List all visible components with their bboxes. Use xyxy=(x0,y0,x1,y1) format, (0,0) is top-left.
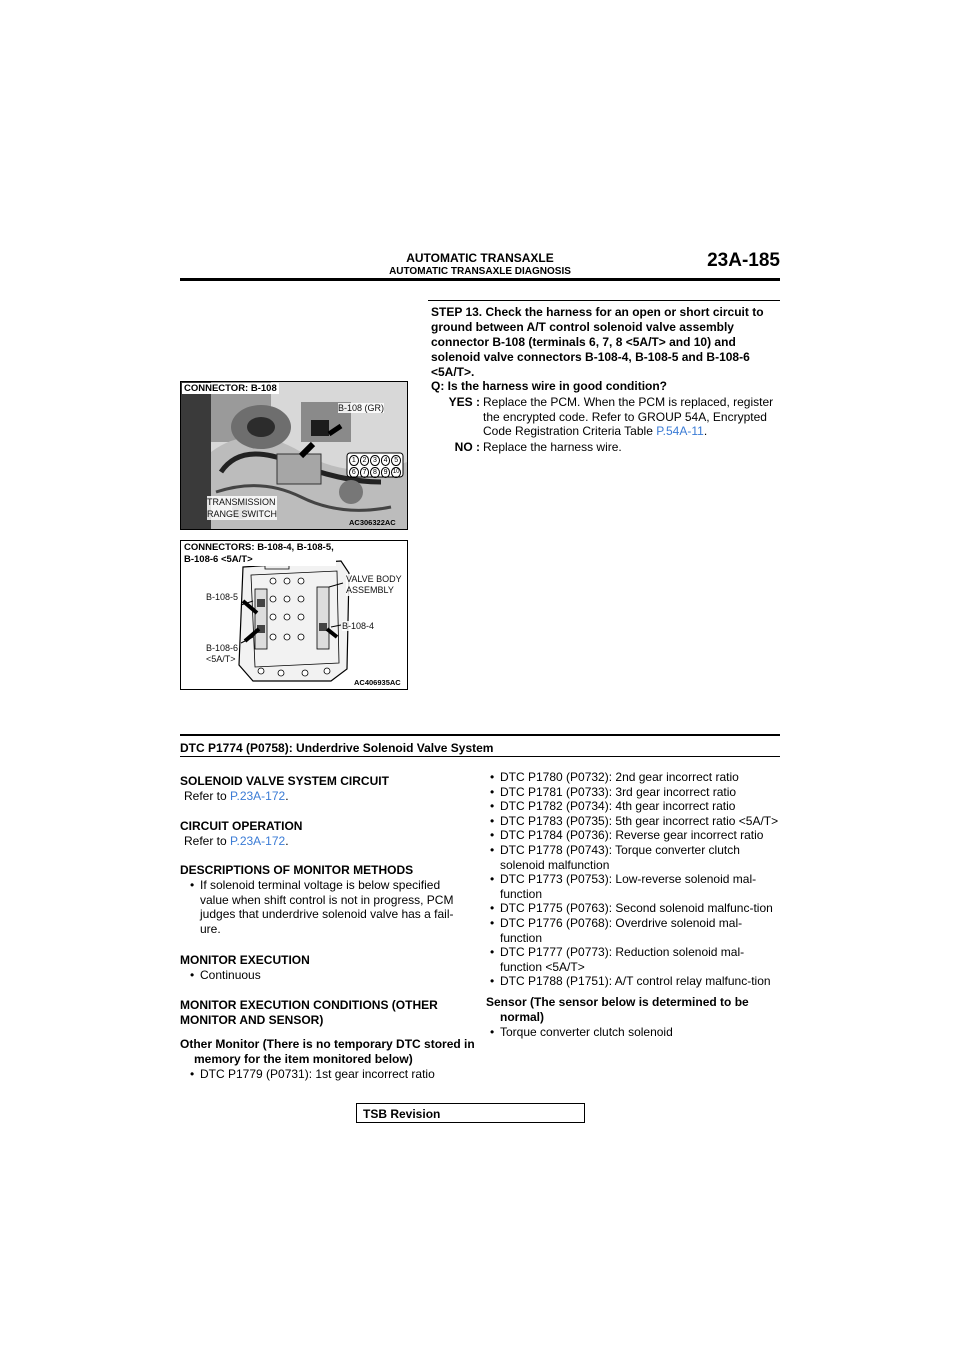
label-b1084: B-108-4 xyxy=(342,621,375,631)
header-rule xyxy=(180,278,780,281)
pin-2: 2 xyxy=(360,455,370,466)
monitor-execution-item: • Continuous xyxy=(186,968,470,983)
no-label: NO : xyxy=(454,440,480,454)
figure1-connector-label: B-108 (GR) xyxy=(338,403,385,413)
figure1-title: CONNECTOR: B-108 xyxy=(184,383,277,394)
step-rule xyxy=(428,300,780,301)
step-question: Q: Is the harness wire in good condition? xyxy=(431,379,668,393)
section-monitor-conditions: MONITOR EXECUTION CONDITIONS (OTHER MONITOR AND SENSOR) xyxy=(180,998,438,1028)
label-valve-body xyxy=(346,574,402,596)
ref-text: Refer to xyxy=(184,833,231,848)
pin-4: 4 xyxy=(381,455,391,466)
section-solenoid-circuit: SOLENOID VALVE SYSTEM CIRCUIT xyxy=(180,774,389,788)
ref-link-operation[interactable]: P.23A-172 xyxy=(230,833,286,848)
pin-1: 1 xyxy=(349,455,359,466)
figure-connector-b108 xyxy=(180,381,408,530)
dtc-list-item: • DTC P1775 (P0763): Second solenoid malfunc-tion xyxy=(486,901,782,916)
dtc-list-item: • DTC P1788 (P1751): A/T control relay malfunc-tion xyxy=(486,974,782,989)
dtc-list-item: • DTC P1781 (P0733): 3rd gear incorrect ratio xyxy=(486,785,782,800)
header-subtitle: AUTOMATIC TRANSAXLE DIAGNOSIS xyxy=(389,266,571,277)
no-answer: Replace the harness wire. xyxy=(483,440,622,454)
dtc-list-item: • DTC P1778 (P0743): Torque converter clutch solenoid malfunction xyxy=(486,843,782,872)
yes-text-end: . xyxy=(703,424,708,438)
other-monitor-item: • DTC P1779 (P0731): 1st gear incorrect ratio xyxy=(186,1067,470,1082)
label-b1086-line1: B-108-6 xyxy=(206,643,239,653)
pin-9: 9 xyxy=(381,467,391,478)
figure1-switch-label xyxy=(207,496,277,520)
dtc-list-item: • DTC P1784 (P0736): Reverse gear incorrect ratio xyxy=(486,828,782,843)
dtc-list-item: • DTC P1773 (P0753): Low-reverse solenoid mal-function xyxy=(486,872,782,901)
section-solenoid-circuit-ref xyxy=(180,789,470,804)
figure2-title-line2: B-108-6 <5A/T> xyxy=(184,554,253,565)
ref-end: . xyxy=(285,789,289,803)
yes-answer xyxy=(483,395,780,439)
dtc-list-item: • DTC P1780 (P0732): 2nd gear incorrect ratio xyxy=(486,770,782,785)
label-b1085: B-108-5 xyxy=(206,592,239,602)
ref-text: Refer to xyxy=(184,789,231,803)
switch-label-line1: TRANSMISSION xyxy=(207,497,276,507)
label-vb-line1: VALVE BODY xyxy=(346,574,402,584)
switch-label-line2: RANGE SWITCH xyxy=(207,509,278,519)
pin-8: 8 xyxy=(370,467,380,478)
dtc-list-item: • DTC P1782 (P0734): 4th gear incorrect ratio xyxy=(486,799,782,814)
step-heading: STEP 13. Check the harness for an open or short circuit to ground between A/T control solenoid valve assembly connector B-108 (terminals 6, 7, 8 <5A/T> and 10) and solenoid valve connectors B-108-4, B-108-5 and B-108-6 <5A/T>. xyxy=(431,305,764,379)
pin-5: 5 xyxy=(391,455,401,466)
figure2-id: AC406935AC xyxy=(354,678,401,687)
figure1-id: AC306322AC xyxy=(349,518,396,527)
section-sensor: Sensor (The sensor below is determined to be normal) xyxy=(486,994,749,1024)
tsb-revision-box: TSB Revision xyxy=(356,1103,585,1123)
yes-text: Replace the PCM. When the PCM is replaced, register the encrypted code. Refer to GROUP 54A, Encrypted Code Registration Criteria Table xyxy=(483,395,774,438)
monitor-method-item: • If solenoid terminal voltage is below specified value when shift control is not in progress, PCM judges that underdrive solenoid valve has a fail-ure. xyxy=(186,878,470,936)
dtc-list-item: • DTC P1776 (P0768): Overdrive solenoid mal-function xyxy=(486,916,782,945)
pin-7: 7 xyxy=(360,467,370,478)
dtc-list-item: • DTC P1777 (P0773): Reduction solenoid mal-function <5A/T> xyxy=(486,945,782,974)
pin-3: 3 xyxy=(370,455,380,466)
figure-connectors-b1084 xyxy=(180,540,408,690)
figure2-title xyxy=(182,542,336,566)
label-b1086 xyxy=(206,643,238,665)
section-monitor-execution: MONITOR EXECUTION xyxy=(180,952,310,967)
pin-6: 6 xyxy=(349,467,359,478)
dtc-title: DTC P1774 (P0758): Underdrive Solenoid Valve System xyxy=(180,741,494,755)
dtc-rule-top xyxy=(180,734,780,736)
connector-pinout xyxy=(349,455,401,478)
sensor-item: • Torque converter clutch solenoid xyxy=(486,1025,782,1040)
dtc-list-item: • DTC P1783 (P0735): 5th gear incorrect ratio <5A/T> xyxy=(486,814,782,829)
dtc-rule-bottom xyxy=(180,756,780,757)
section-monitor-methods: DESCRIPTIONS OF MONITOR METHODS xyxy=(180,863,414,878)
ref-link-circuit[interactable]: P.23A-172 xyxy=(230,789,286,803)
section-circuit-operation-ref xyxy=(180,834,470,849)
label-b1086-line2: <5A/T> xyxy=(206,654,236,664)
section-other-monitor: Other Monitor (There is no temporary DTC stored in memory for the item monitored below) xyxy=(180,1037,475,1067)
section-circuit-operation: CIRCUIT OPERATION xyxy=(180,818,303,833)
ref-end: . xyxy=(285,833,289,848)
page-number: 23A-185 xyxy=(707,250,780,271)
yes-link[interactable]: P.54A-11 xyxy=(656,424,704,438)
right-column xyxy=(486,770,782,1040)
yes-label: YES : xyxy=(448,395,480,409)
figure2-title-line1: CONNECTORS: B-108-4, B-108-5, xyxy=(184,542,334,553)
header-title: AUTOMATIC TRANSAXLE xyxy=(406,251,554,265)
label-vb-line2: ASSEMBLY xyxy=(346,585,394,595)
left-column xyxy=(180,774,475,1082)
pin-10: 10 xyxy=(391,467,401,478)
